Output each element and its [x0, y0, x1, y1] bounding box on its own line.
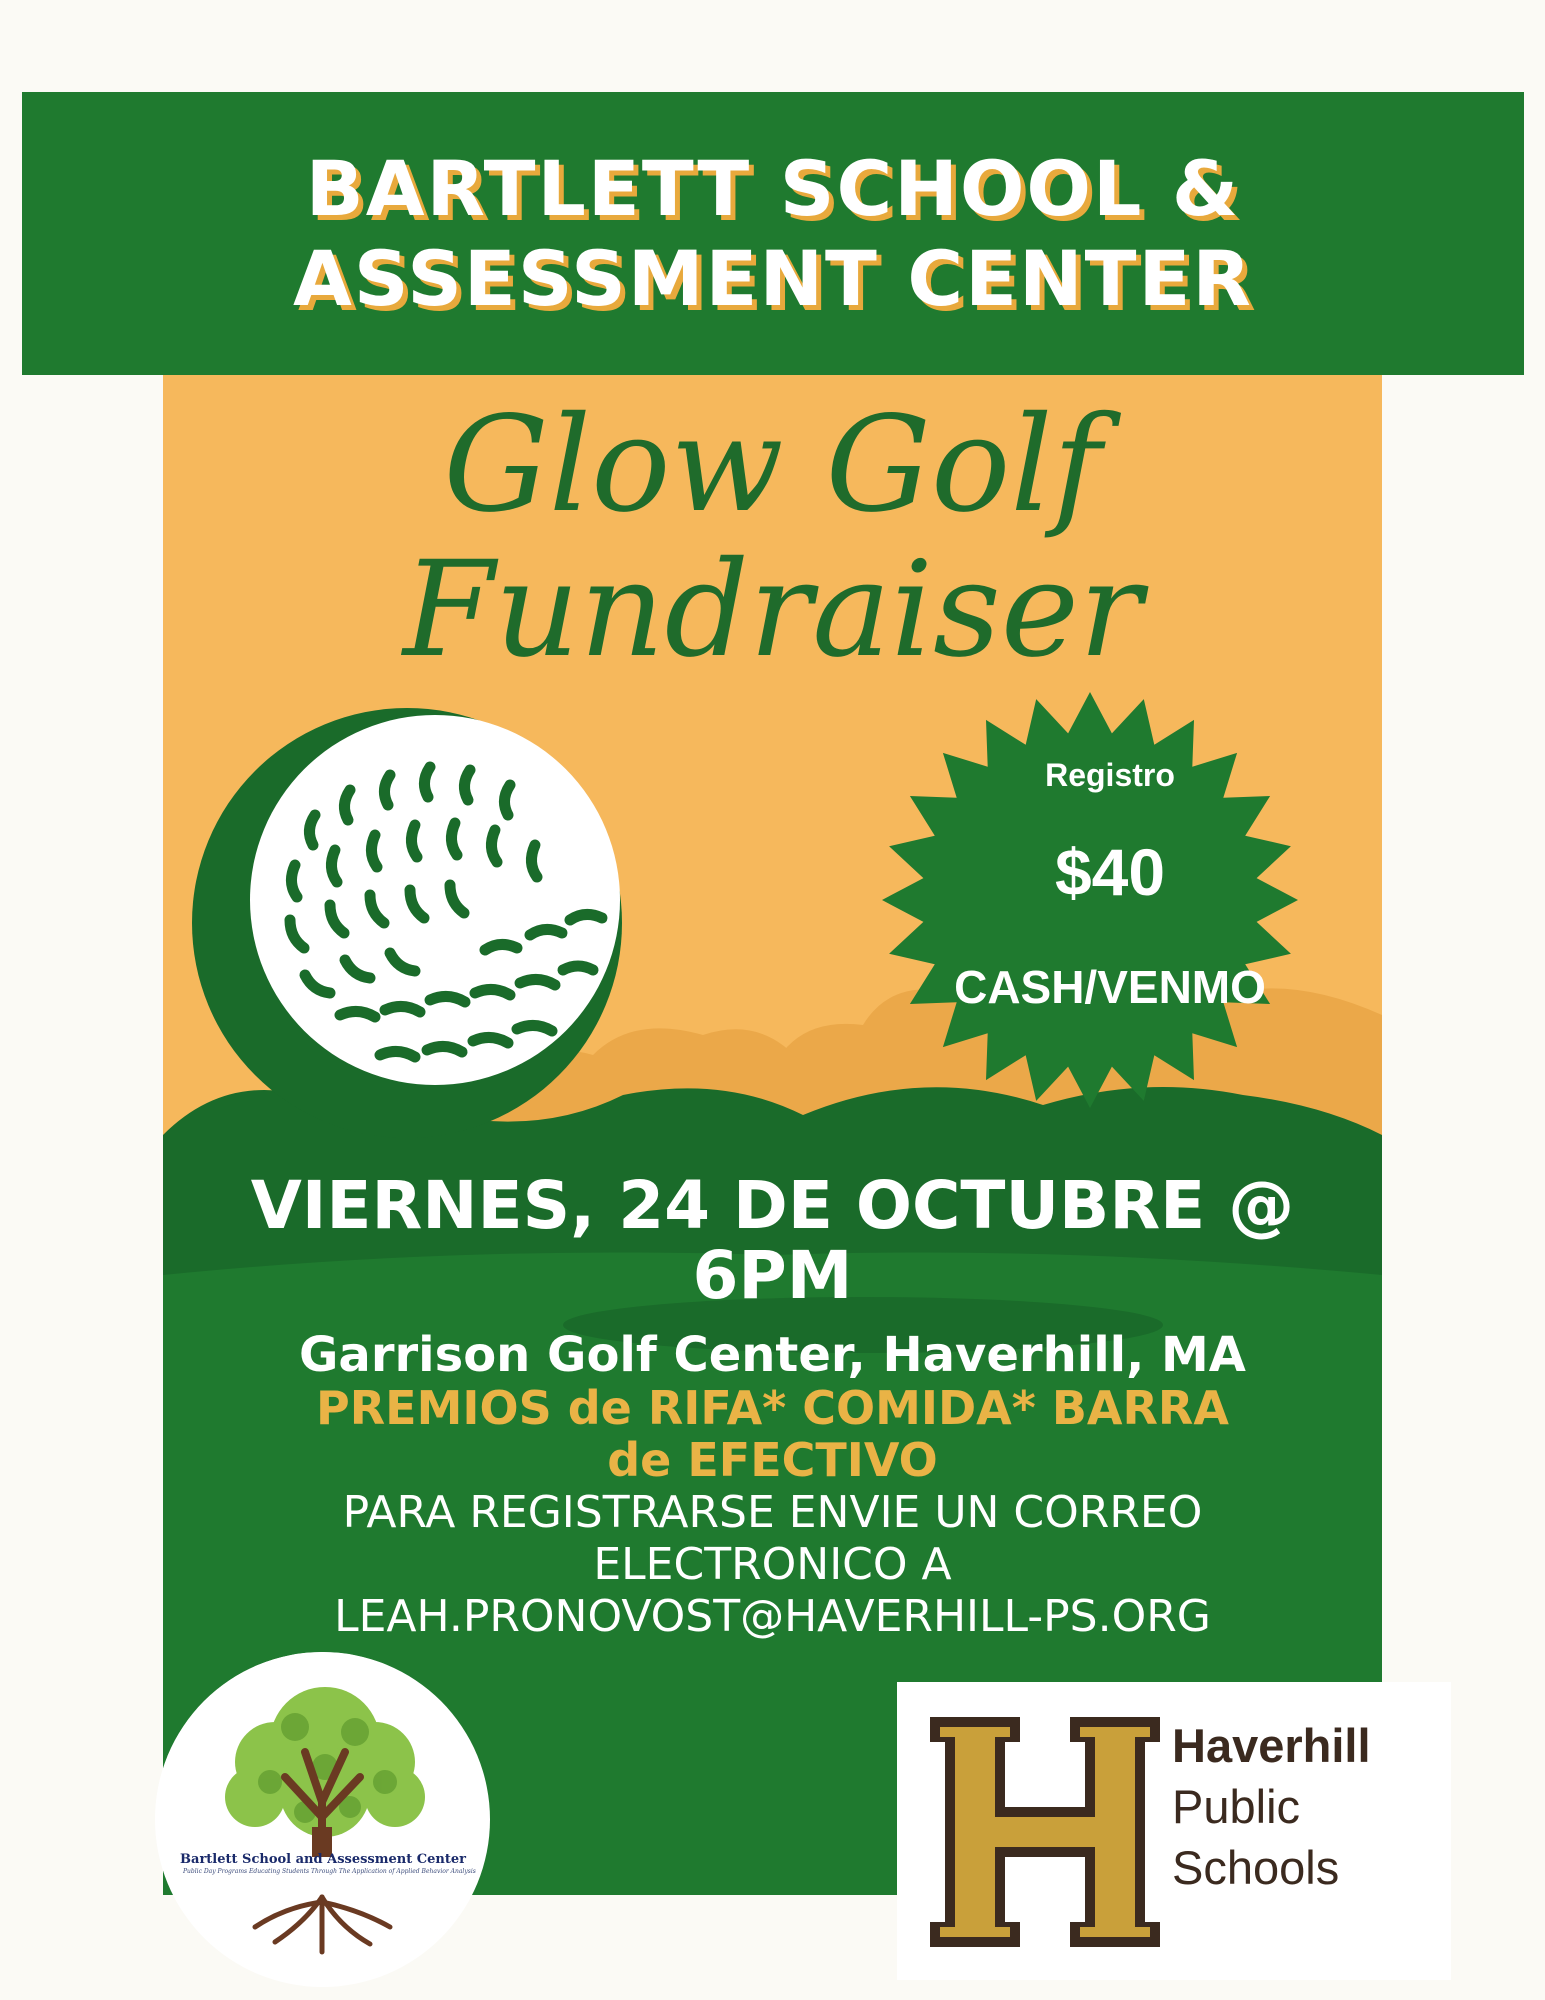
bartlett-logo — [155, 1652, 490, 1987]
event-prizes-line1: PREMIOS de RIFA* COMIDA* BARRA — [316, 1381, 1229, 1435]
tree-icon — [155, 1652, 490, 1987]
register-instructions-line1: PARA REGISTRARSE ENVIE UN CORREO — [342, 1487, 1203, 1538]
bartlett-name: Bartlett School and Assessment Center — [180, 1852, 466, 1867]
registration-label: Registro — [1045, 757, 1175, 793]
register-email: LEAH.PRONOVOST@HAVERHILL-PS.ORG — [334, 1591, 1211, 1642]
payment-methods: CASH/VENMO — [954, 961, 1266, 1013]
register-instructions-line2: ELECTRONICO A — [593, 1539, 952, 1590]
bartlett-tagline: Public Day Programs Educating Students Through The Application of Applied Behavior Analysis — [183, 1868, 476, 1875]
event-title-line2: Fundraiser — [402, 533, 1143, 687]
hps-name-line3: Schools — [1172, 1841, 1340, 1894]
header-title-line1: BARTLETT SCHOOL & — [305, 143, 1241, 233]
registration-price: $40 — [1054, 835, 1166, 909]
event-prizes-line2: de EFECTIVO — [607, 1433, 938, 1487]
golf-ball-icon — [165, 695, 645, 1155]
event-date-line1: VIERNES, 24 DE OCTUBRE @ — [250, 1167, 1295, 1244]
h-emblem-icon — [925, 1712, 1165, 1952]
header-title-line2: ASSESSMENT CENTER — [293, 233, 1253, 323]
event-date-line2: 6PM — [692, 1237, 853, 1314]
header-banner — [22, 92, 1524, 375]
hps-name-line2: Public — [1172, 1780, 1301, 1833]
hps-name-line1: Haverhill — [1172, 1719, 1371, 1772]
event-venue: Garrison Golf Center, Haverhill, MA — [299, 1327, 1246, 1383]
event-title-line1: Glow Golf — [443, 388, 1102, 542]
